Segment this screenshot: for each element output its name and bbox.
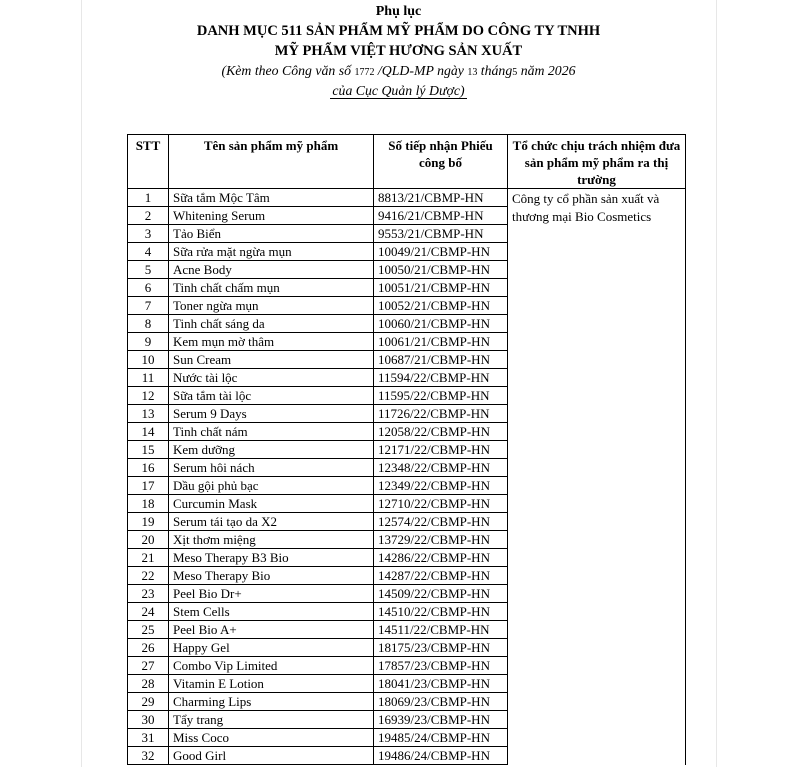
page-edge-left: [81, 0, 82, 767]
cell-product-name: Kem dưỡng: [169, 441, 374, 459]
cell-stt: 24: [128, 603, 169, 621]
cell-receipt-number: 18041/23/CBMP-HN: [374, 675, 508, 693]
attach-mid-1: /QLD-MP ngày: [377, 63, 464, 78]
cell-receipt-number: 12348/22/CBMP-HN: [374, 459, 508, 477]
cell-stt: 12: [128, 387, 169, 405]
cell-receipt-number: 14287/22/CBMP-HN: [374, 567, 508, 585]
cell-product-name: Serum hôi nách: [169, 459, 374, 477]
cell-stt: 10: [128, 351, 169, 369]
cell-product-name: Sun Cream: [169, 351, 374, 369]
cell-receipt-number: 10060/21/CBMP-HN: [374, 315, 508, 333]
cell-receipt-number: 14509/22/CBMP-HN: [374, 585, 508, 603]
cell-receipt-number: 18175/23/CBMP-HN: [374, 639, 508, 657]
cell-stt: 1: [128, 189, 169, 207]
header-product-name: Tên sản phẩm mỹ phẩm: [169, 135, 374, 189]
cell-product-name: Sữa rửa mặt ngừa mụn: [169, 243, 374, 261]
cell-receipt-number: 19486/24/CBMP-HN: [374, 747, 508, 765]
cell-receipt-number: 11726/22/CBMP-HN: [374, 405, 508, 423]
cell-product-name: Miss Coco: [169, 729, 374, 747]
cell-receipt-number: 17857/23/CBMP-HN: [374, 657, 508, 675]
cell-receipt-number: 18069/23/CBMP-HN: [374, 693, 508, 711]
page-edge-right: [716, 0, 717, 767]
cell-receipt-number: 10050/21/CBMP-HN: [374, 261, 508, 279]
cell-receipt-number: 11595/22/CBMP-HN: [374, 387, 508, 405]
cell-stt: 25: [128, 621, 169, 639]
cell-receipt-number: 11594/22/CBMP-HN: [374, 369, 508, 387]
cell-product-name: Whitening Serum: [169, 207, 374, 225]
cell-receipt-number: 9416/21/CBMP-HN: [374, 207, 508, 225]
appendix-label: Phụ lục: [375, 4, 422, 19]
cell-stt: 9: [128, 333, 169, 351]
cell-product-name: Good Girl: [169, 747, 374, 765]
cell-stt: 17: [128, 477, 169, 495]
cell-stt: 4: [128, 243, 169, 261]
cell-stt: 20: [128, 531, 169, 549]
cell-organization: Công ty cổ phần sản xuất và thương mại Bio Cosmetics: [508, 189, 686, 765]
cell-receipt-number: 10687/21/CBMP-HN: [374, 351, 508, 369]
agency-text: của Cục Quản lý Dược): [332, 83, 465, 98]
cell-product-name: Serum 9 Days: [169, 405, 374, 423]
attachment-line: [81, 61, 716, 82]
cell-receipt-number: 14511/22/CBMP-HN: [374, 621, 508, 639]
cell-receipt-number: 9553/21/CBMP-HN: [374, 225, 508, 243]
cell-product-name: Sữa tắm tài lộc: [169, 387, 374, 405]
attach-mid-2: tháng: [480, 63, 513, 78]
cell-receipt-number: 12058/22/CBMP-HN: [374, 423, 508, 441]
cell-stt: 26: [128, 639, 169, 657]
cell-stt: 28: [128, 675, 169, 693]
doc-day: 13: [467, 67, 478, 78]
cell-stt: 22: [128, 567, 169, 585]
cell-stt: 2: [128, 207, 169, 225]
cell-product-name: Peel Bio A+: [169, 621, 374, 639]
header-organization: Tổ chức chịu trách nhiệm đưa sản phẩm mỹ phẩm ra thị trường: [508, 135, 686, 189]
cell-receipt-number: 10052/21/CBMP-HN: [374, 297, 508, 315]
cell-stt: 23: [128, 585, 169, 603]
cell-product-name: Tinh chất nám: [169, 423, 374, 441]
cell-product-name: Tinh chất sáng da: [169, 315, 374, 333]
cell-stt: 3: [128, 225, 169, 243]
cell-stt: 15: [128, 441, 169, 459]
cell-product-name: Tinh chất chấm mụn: [169, 279, 374, 297]
header-stt: STT: [128, 135, 169, 189]
page-margin-left: [0, 0, 81, 767]
cell-receipt-number: 14286/22/CBMP-HN: [374, 549, 508, 567]
cell-product-name: Acne Body: [169, 261, 374, 279]
product-table: [127, 134, 686, 765]
cell-product-name: Toner ngừa mụn: [169, 297, 374, 315]
cell-stt: 7: [128, 297, 169, 315]
cell-stt: 13: [128, 405, 169, 423]
cell-product-name: Combo Vip Limited: [169, 657, 374, 675]
cell-receipt-number: 12349/22/CBMP-HN: [374, 477, 508, 495]
cell-stt: 27: [128, 657, 169, 675]
table-header-row: [128, 135, 686, 189]
cell-receipt-number: 12171/22/CBMP-HN: [374, 441, 508, 459]
cell-product-name: Xịt thơm miệng: [169, 531, 374, 549]
cell-receipt-number: 14510/22/CBMP-HN: [374, 603, 508, 621]
cell-receipt-number: 10051/21/CBMP-HN: [374, 279, 508, 297]
agency-line: [81, 82, 716, 100]
cell-product-name: Meso Therapy Bio: [169, 567, 374, 585]
cell-product-name: Curcumin Mask: [169, 495, 374, 513]
cell-product-name: Meso Therapy B3 Bio: [169, 549, 374, 567]
attach-mid-3: năm 2026: [520, 63, 576, 78]
cell-stt: 8: [128, 315, 169, 333]
cell-stt: 21: [128, 549, 169, 567]
cell-stt: 19: [128, 513, 169, 531]
cell-product-name: Vitamin E Lotion: [169, 675, 374, 693]
cell-product-name: Kem mụn mờ thâm: [169, 333, 374, 351]
cell-product-name: Peel Bio Dr+: [169, 585, 374, 603]
cell-stt: 31: [128, 729, 169, 747]
cell-receipt-number: 12574/22/CBMP-HN: [374, 513, 508, 531]
cell-receipt-number: 19485/24/CBMP-HN: [374, 729, 508, 747]
cell-product-name: Tẩy trang: [169, 711, 374, 729]
cell-stt: 6: [128, 279, 169, 297]
cell-product-name: Tảo Biển: [169, 225, 374, 243]
cell-stt: 16: [128, 459, 169, 477]
cell-stt: 18: [128, 495, 169, 513]
cell-stt: 14: [128, 423, 169, 441]
cell-receipt-number: 16939/23/CBMP-HN: [374, 711, 508, 729]
cell-stt: 5: [128, 261, 169, 279]
cell-stt: 32: [128, 747, 169, 765]
cell-receipt-number: 12710/22/CBMP-HN: [374, 495, 508, 513]
cell-receipt-number: 10061/21/CBMP-HN: [374, 333, 508, 351]
attach-prefix: (Kèm theo Công văn số: [221, 63, 352, 78]
cell-product-name: Charming Lips: [169, 693, 374, 711]
cell-product-name: Serum tái tạo da X2: [169, 513, 374, 531]
cell-stt: 11: [128, 369, 169, 387]
title-line-1: DANH MỤC 511 SẢN PHẨM MỸ PHẨM DO CÔNG TY TNHH: [196, 23, 601, 39]
cell-product-name: Dầu gội phủ bạc: [169, 477, 374, 495]
doc-month: 5: [512, 67, 518, 78]
cell-receipt-number: 13729/22/CBMP-HN: [374, 531, 508, 549]
cell-receipt-number: 8813/21/CBMP-HN: [374, 189, 508, 207]
table-row: [128, 189, 686, 207]
cell-product-name: Nước tài lộc: [169, 369, 374, 387]
document-header: [81, 3, 716, 100]
cell-product-name: Stem Cells: [169, 603, 374, 621]
title-line-2: MỸ PHẨM VIỆT HƯƠNG SẢN XUẤT: [274, 43, 523, 59]
cell-stt: 30: [128, 711, 169, 729]
table-body: [128, 189, 686, 765]
cell-product-name: Sữa tắm Mộc Tâm: [169, 189, 374, 207]
cell-receipt-number: 10049/21/CBMP-HN: [374, 243, 508, 261]
header-receipt-number: Số tiếp nhận Phiếu công bố: [374, 135, 508, 189]
doc-number: 1772: [354, 67, 375, 78]
cell-product-name: Happy Gel: [169, 639, 374, 657]
cell-stt: 29: [128, 693, 169, 711]
